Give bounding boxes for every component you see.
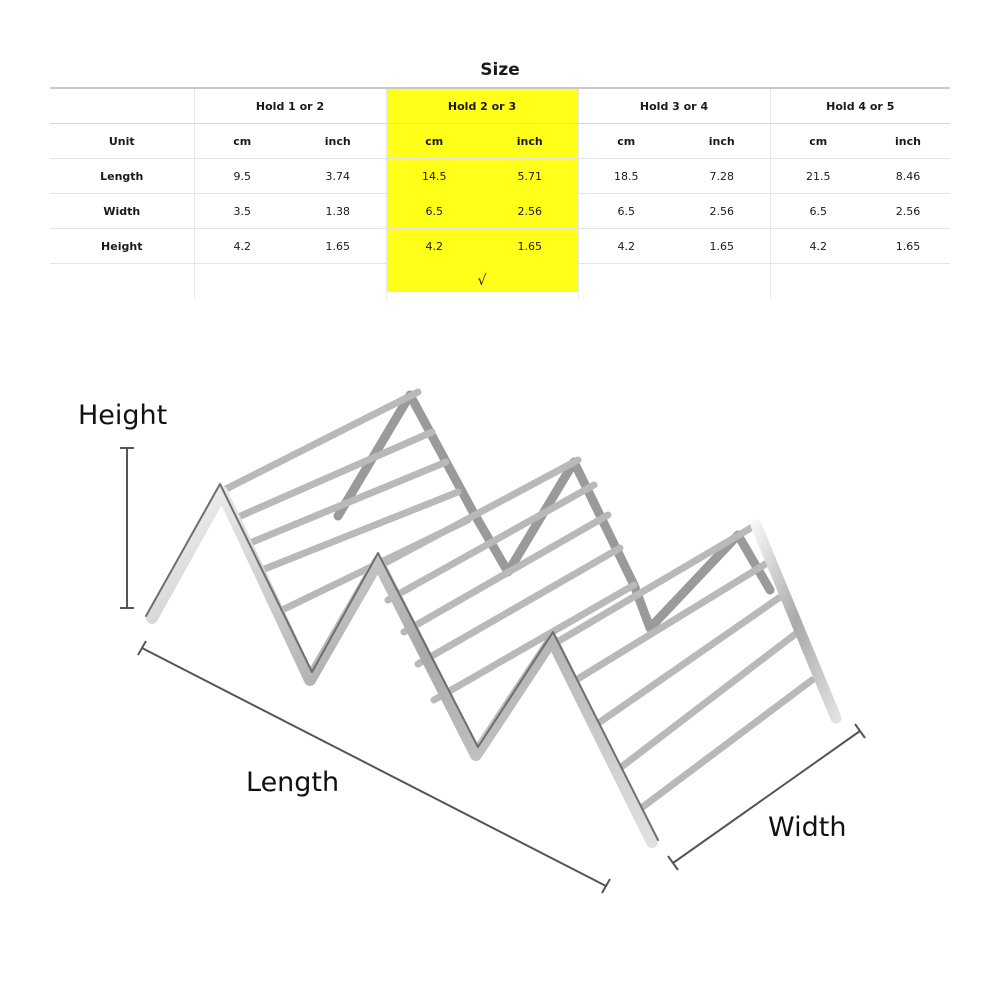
table-cell: 4.2 bbox=[194, 229, 290, 264]
unit-cm: cm bbox=[578, 124, 674, 159]
selected-check-mark: √ bbox=[386, 264, 578, 299]
unit-inch: inch bbox=[674, 124, 770, 159]
length-label: Length bbox=[246, 767, 340, 798]
front-frame bbox=[152, 492, 652, 842]
unit-inch: inch bbox=[290, 124, 386, 159]
table-cell: 4.2 bbox=[578, 229, 674, 264]
table-cell: 14.5 bbox=[386, 159, 482, 194]
size-table-title: Size bbox=[480, 60, 520, 80]
row-label: Length bbox=[50, 159, 194, 194]
table-cell: 4.2 bbox=[770, 229, 866, 264]
group-header-hold-3-4: Hold 3 or 4 bbox=[578, 88, 770, 124]
group-header-hold-1-2: Hold 1 or 2 bbox=[194, 88, 386, 124]
table-cell: 6.5 bbox=[578, 194, 674, 229]
height-dimension-line bbox=[120, 448, 134, 608]
table-cell: 6.5 bbox=[386, 194, 482, 229]
table-cell: 2.56 bbox=[674, 194, 770, 229]
table-cell: 5.71 bbox=[482, 159, 578, 194]
row-label: Height bbox=[50, 229, 194, 264]
table-cell: 1.65 bbox=[866, 229, 950, 264]
table-cell: 4.2 bbox=[386, 229, 482, 264]
unit-cm: cm bbox=[386, 124, 482, 159]
table-cell: 8.46 bbox=[866, 159, 950, 194]
unit-inch: inch bbox=[482, 124, 578, 159]
unit-cm: cm bbox=[770, 124, 866, 159]
height-label: Height bbox=[78, 400, 168, 431]
width-dimension-line bbox=[668, 724, 865, 870]
group-header-hold-2-3: Hold 2 or 3 bbox=[386, 88, 578, 124]
unit-inch: inch bbox=[866, 124, 950, 159]
table-cell: 3.74 bbox=[290, 159, 386, 194]
table-cell: 1.65 bbox=[290, 229, 386, 264]
cross-bars bbox=[220, 392, 812, 812]
length-dimension-line bbox=[138, 641, 610, 893]
table-cell: 1.38 bbox=[290, 194, 386, 229]
width-label: Width bbox=[768, 812, 847, 843]
table-cell: 6.5 bbox=[770, 194, 866, 229]
table-cell: 2.56 bbox=[866, 194, 950, 229]
table-cell: 7.28 bbox=[674, 159, 770, 194]
front-frame-outline bbox=[146, 484, 658, 840]
table-cell: 18.5 bbox=[578, 159, 674, 194]
table-cell: 1.65 bbox=[482, 229, 578, 264]
table-cell: 21.5 bbox=[770, 159, 866, 194]
table-cell: 2.56 bbox=[482, 194, 578, 229]
group-header-hold-4-5: Hold 4 or 5 bbox=[770, 88, 950, 124]
table-cell: 9.5 bbox=[194, 159, 290, 194]
table-cell: 1.65 bbox=[674, 229, 770, 264]
unit-label: Unit bbox=[50, 124, 194, 159]
table-cell: 3.5 bbox=[194, 194, 290, 229]
row-label: Width bbox=[50, 194, 194, 229]
unit-cm: cm bbox=[194, 124, 290, 159]
